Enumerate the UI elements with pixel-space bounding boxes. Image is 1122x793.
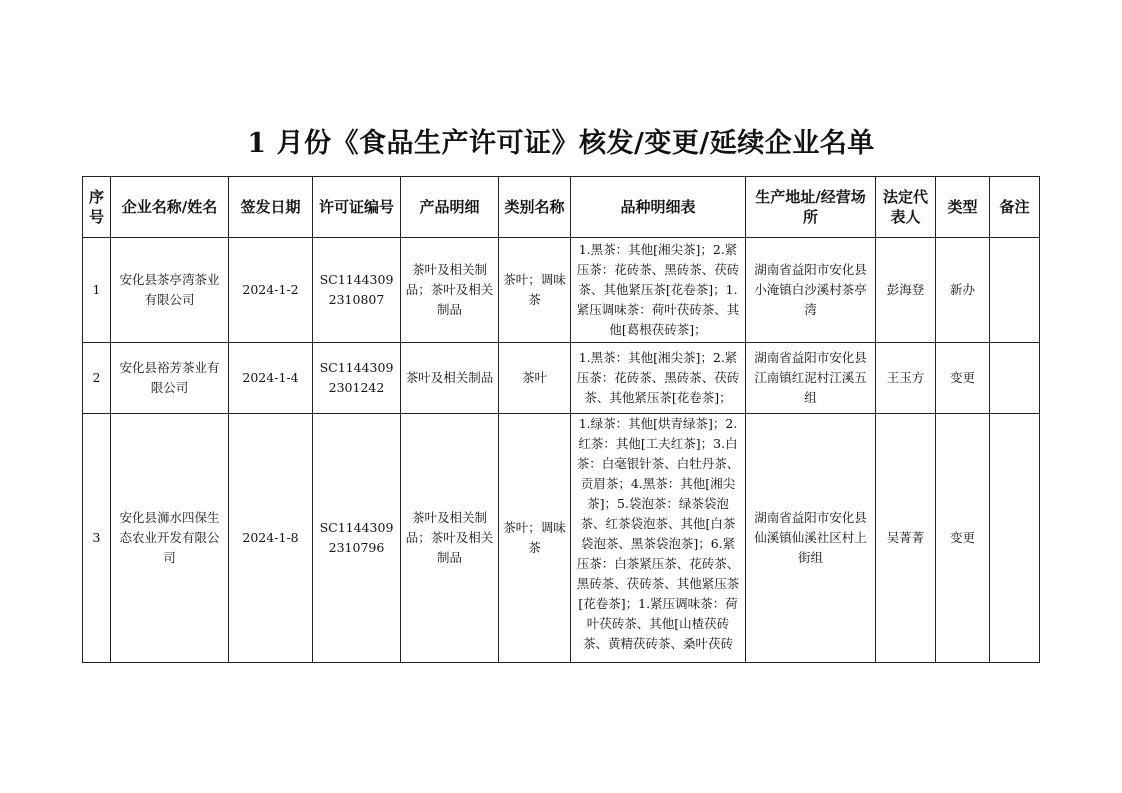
cell-product: 茶叶及相关制品；茶叶及相关制品 [401,414,499,663]
cell-date: 2024-1-4 [229,343,313,414]
cell-legal-rep: 吴菁菁 [876,414,936,663]
header-address: 生产地址/经营场所 [746,177,876,238]
cell-category: 茶叶；调味茶 [499,414,571,663]
cell-seq: 2 [83,343,111,414]
cell-product: 茶叶及相关制品 [401,343,499,414]
cell-license: SC11443092310807 [313,238,401,343]
cell-category: 茶叶 [499,343,571,414]
cell-address: 湖南省益阳市安化县江南镇红泥村江溪五组 [746,343,876,414]
cell-address: 湖南省益阳市安化县仙溪镇仙溪社区村上街组 [746,414,876,663]
cell-name: 安化县裕芳茶业有限公司 [111,343,229,414]
cell-date: 2024-1-8 [229,414,313,663]
cell-legal-rep: 彭海登 [876,238,936,343]
table-row [83,238,1040,343]
header-row [83,177,1040,238]
cell-date: 2024-1-2 [229,238,313,343]
cell-type: 变更 [936,343,990,414]
cell-name: 安化县浉水四保生态农业开发有限公司 [111,414,229,663]
cell-address: 湖南省益阳市安化县小淹镇白沙溪村茶亭湾 [746,238,876,343]
cell-type: 变更 [936,414,990,663]
header-seq: 序号 [83,177,111,238]
header-type: 类型 [936,177,990,238]
cell-name: 安化县茶亭湾茶业有限公司 [111,238,229,343]
cell-legal-rep: 王玉方 [876,343,936,414]
cell-license: SC11443092301242 [313,343,401,414]
variety-text: 1.绿茶：其他[烘青绿茶]；2.红茶：其他[工夫红茶]；3.白茶：白毫银针茶、白牡丹茶、贡眉茶；4.黑茶：其他[湘尖茶]；5.袋泡茶：绿茶袋泡茶、红茶袋泡茶、其他[白茶袋泡茶、黑茶袋泡茶]；6.紧压茶：白茶紧压茶、花砖茶、黑砖茶、茯砖茶、其他紧压茶[花卷茶]；1.紧压调味茶：荷叶茯砖茶、其他[山楂茯砖茶、黄精茯砖茶、桑叶茯砖 [576,416,740,651]
cell-seq: 3 [83,414,111,663]
table-row [83,414,1040,663]
cell-product: 茶叶及相关制品；茶叶及相关制品 [401,238,499,343]
license-table [82,176,1040,663]
cell-remark [990,343,1040,414]
cell-type: 新办 [936,238,990,343]
cell-license: SC11443092310796 [313,414,401,663]
page-title: 1 月份《食品生产许可证》核发/变更/延续企业名单 [247,128,875,159]
cell-remark [990,414,1040,663]
header-legal-rep: 法定代表人 [876,177,936,238]
cell-variety: 1.黑茶：其他[湘尖茶]；2.紧压茶：花砖茶、黑砖茶、茯砖茶、其他紧压茶[花卷茶]； [571,343,746,414]
table-row [83,343,1040,414]
header-name: 企业名称/姓名 [111,177,229,238]
cell-variety [571,414,746,663]
header-product: 产品明细 [401,177,499,238]
header-date: 签发日期 [229,177,313,238]
header-variety: 品种明细表 [571,177,746,238]
cell-seq: 1 [83,238,111,343]
header-category: 类别名称 [499,177,571,238]
header-remark: 备注 [990,177,1040,238]
cell-category: 茶叶；调味茶 [499,238,571,343]
header-license: 许可证编号 [313,177,401,238]
cell-variety: 1.黑茶：其他[湘尖茶]；2.紧压茶：花砖茶、黑砖茶、茯砖茶、其他紧压茶[花卷茶]；1.紧压调味茶：荷叶茯砖茶、其他[葛根茯砖茶]； [571,238,746,343]
cell-remark [990,238,1040,343]
